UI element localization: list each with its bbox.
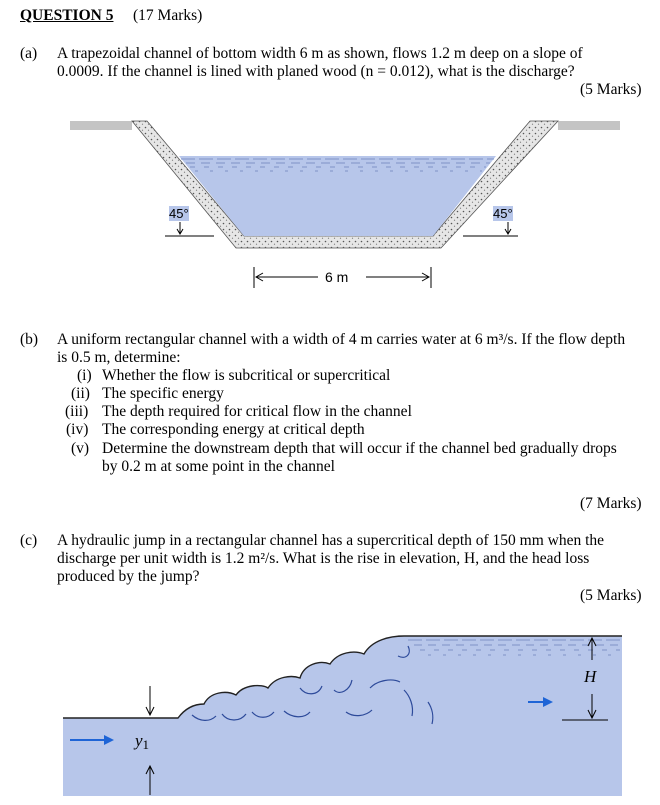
part-c-label: (c) [20,532,38,549]
part-c-line-2: discharge per unit width is 1.2 m²/s. What is the rise in elevation, H, and the head loss [57,550,590,567]
part-b-item-1-num: (i) [77,367,92,384]
question-marks: (17 Marks) [133,7,203,24]
part-b-item-3-text: The depth required for critical flow in the channel [102,403,412,420]
part-b-item-1-text: Whether the flow is subcritical or supercritical [102,367,391,384]
part-b-marks: (7 Marks) [580,495,642,512]
part-b-label: (b) [20,331,39,348]
angle-label-right: 45° [493,206,513,221]
y1-subscript: 1 [142,737,150,752]
part-b-item-3-num: (iii) [65,403,89,420]
part-a-line-1: A trapezoidal channel of bottom width 6 m as shown, flows 1.2 m deep on a slope of [57,45,583,62]
part-b-item-5-text: Determine the downstream depth that will occur if the channel bed gradually drops [102,440,617,457]
angle-label-left: 45° [169,206,189,221]
part-b-item-5-num: (v) [71,440,90,457]
part-a-line-2: 0.0009. If the channel is lined with planed wood (n = 0.012), what is the discharge? [57,63,575,80]
y1-symbol: y [135,731,143,750]
part-b-item-4-text: The corresponding energy at critical depth [102,421,365,438]
bottom-width-label: 6 m [325,269,349,285]
question-title: QUESTION 5 [20,7,114,24]
part-b-item-4-num: (iv) [66,421,89,438]
y1-label [135,731,149,751]
part-c-line-1: A hydraulic jump in a rectangular channel has a supercritical depth of 150 mm when the [57,532,605,549]
part-c-marks: (5 Marks) [580,587,642,604]
part-b-line-2: is 0.5 m, determine: [57,349,181,366]
part-b-item-2-text: The specific energy [102,385,224,402]
part-b-item-2-num: (ii) [71,385,90,402]
part-c-line-3: produced by the jump? [57,568,200,585]
h-label: H [584,667,597,686]
part-b-item-5-continuation: by 0.2 m at some point in the channel [102,458,335,475]
part-a-label: (a) [20,45,38,62]
part-b-line-1: A uniform rectangular channel with a width of 4 m carries water at 6 m³/s. If the flow depth [57,331,626,348]
part-a-marks: (5 Marks) [580,81,642,98]
